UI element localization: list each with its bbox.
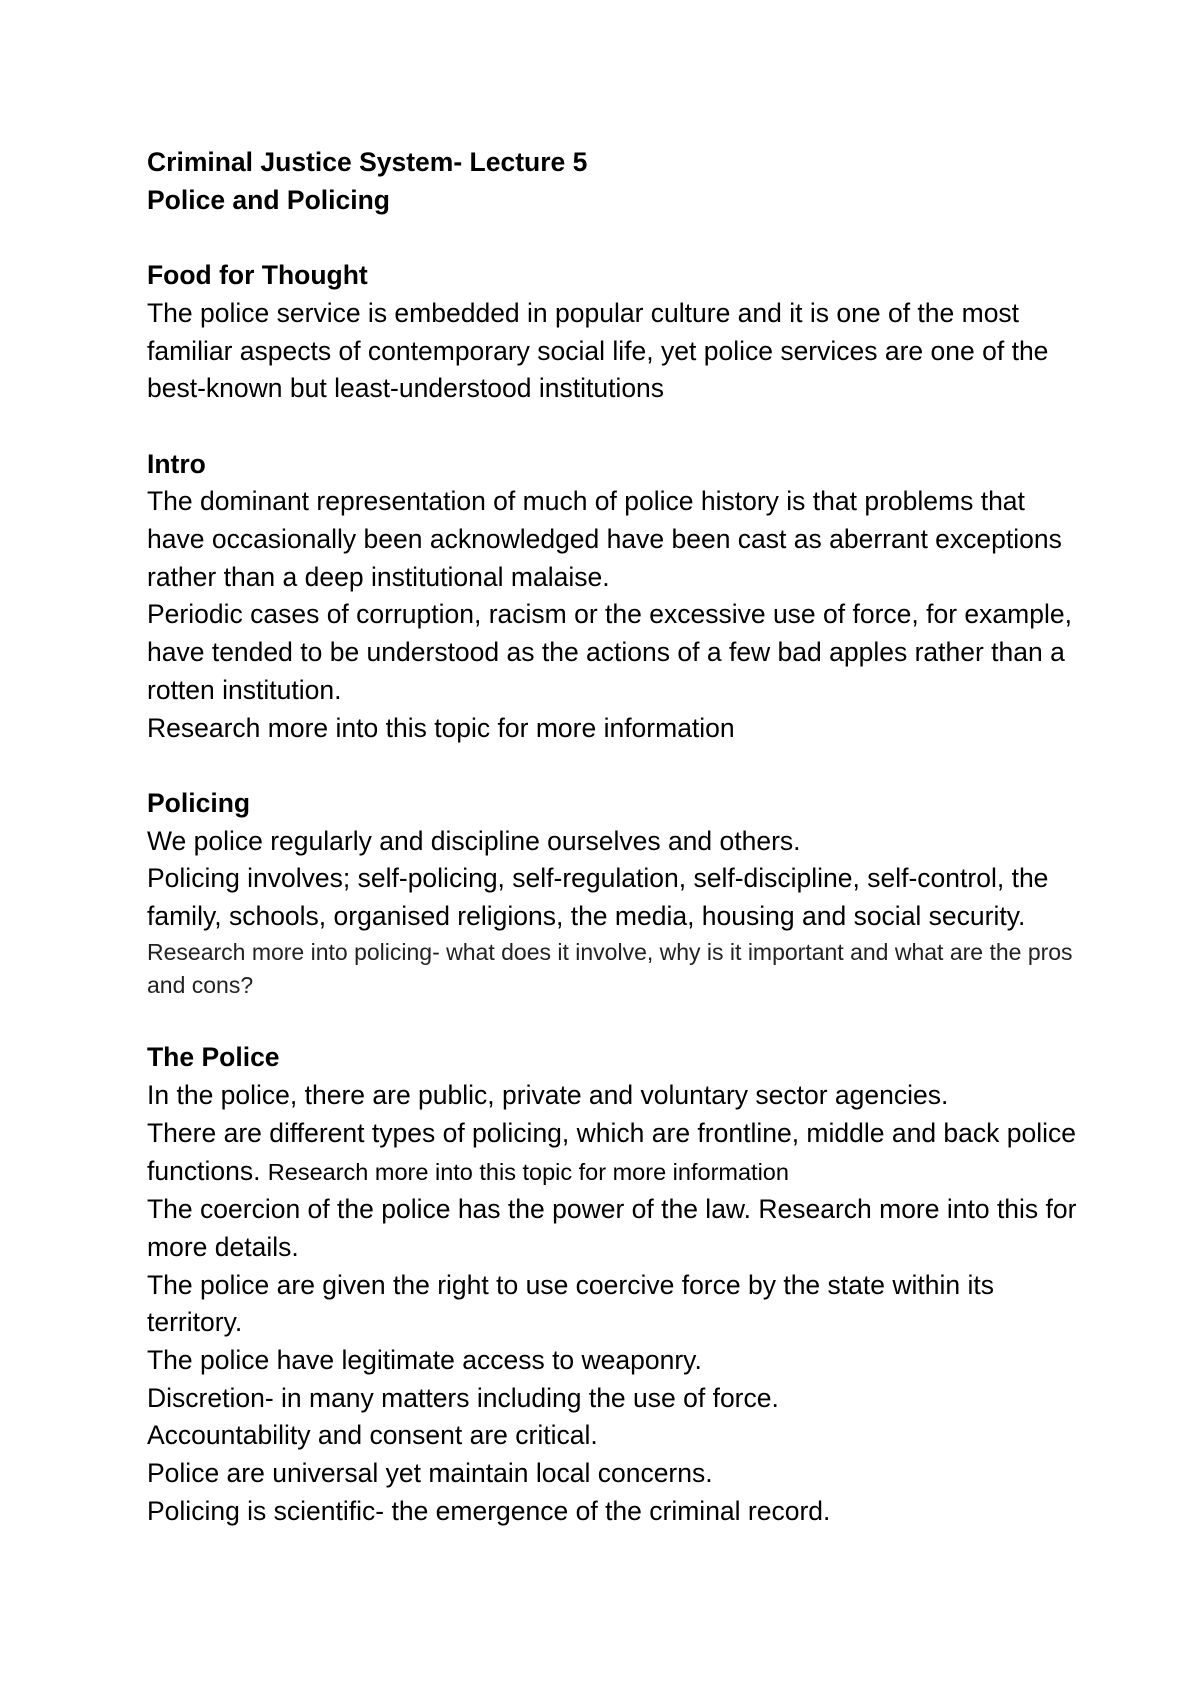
- section-heading: Policing: [147, 787, 251, 818]
- paragraph: The police service is embedded in popular culture and it is one of the most familiar aspects of contemporary social life, yet police services are one of the best-known but least-understood institutions: [147, 297, 1049, 404]
- research-note: Research more into policing- what does it involve, why is it important and what are the pros and cons?: [147, 938, 1073, 998]
- paragraph: We police regularly and discipline ourselves and others.: [147, 825, 801, 856]
- paragraph: The police are given the right to use coercive force by the state within its territory.: [147, 1269, 994, 1338]
- paragraph: Police are universal yet maintain local concerns.: [147, 1458, 713, 1489]
- document-subtitle: Police and Policing: [147, 184, 390, 215]
- paragraph: Research more into this topic for more information: [147, 712, 735, 743]
- paragraph: Policing involves; self-policing, self-regulation, self-discipline, self-control, the family, schools, organised religions, the media, housing and social security.: [147, 863, 1049, 932]
- paragraph: Periodic cases of corruption, racism or the excessive use of force, for example, have tended to be understood as the actions of a few bad apples rather than a rotten institution.: [147, 599, 1072, 705]
- paragraph: Discretion- in many matters including the use of force.: [147, 1382, 779, 1413]
- section-heading: The Police: [147, 1042, 280, 1073]
- paragraph: [147, 1115, 1077, 1191]
- paragraph: The coercion of the police has the power of the law. Research more into this for more details.: [147, 1194, 1077, 1262]
- paragraph-text: There are different types of policing, which are frontline, middle and back police functions.: [147, 1117, 1077, 1186]
- section-intro: [147, 446, 1077, 748]
- section-heading: Intro: [147, 448, 206, 479]
- section-heading: Food for Thought: [147, 260, 368, 291]
- section-food-for-thought: [147, 257, 1077, 408]
- section-policing: [147, 785, 1077, 1002]
- document-body: [147, 144, 1077, 1531]
- paragraph: Policing is scientific- the emergence of the criminal record.: [147, 1495, 831, 1526]
- paragraph: The police have legitimate access to weaponry.: [147, 1345, 702, 1376]
- paragraph: Accountability and consent are critical.: [147, 1420, 598, 1451]
- research-note-inline: Research more into this topic for more information: [267, 1158, 789, 1185]
- paragraph: The dominant representation of much of police history is that problems that have occasionally been acknowledged have been cast as aberrant exceptions rather than a deep institutional malaise.: [147, 486, 1062, 592]
- document-title: Criminal Justice System- Lecture 5: [147, 147, 588, 177]
- section-the-police: [147, 1039, 1077, 1530]
- paragraph: In the police, there are public, private and voluntary sector agencies.: [147, 1080, 949, 1111]
